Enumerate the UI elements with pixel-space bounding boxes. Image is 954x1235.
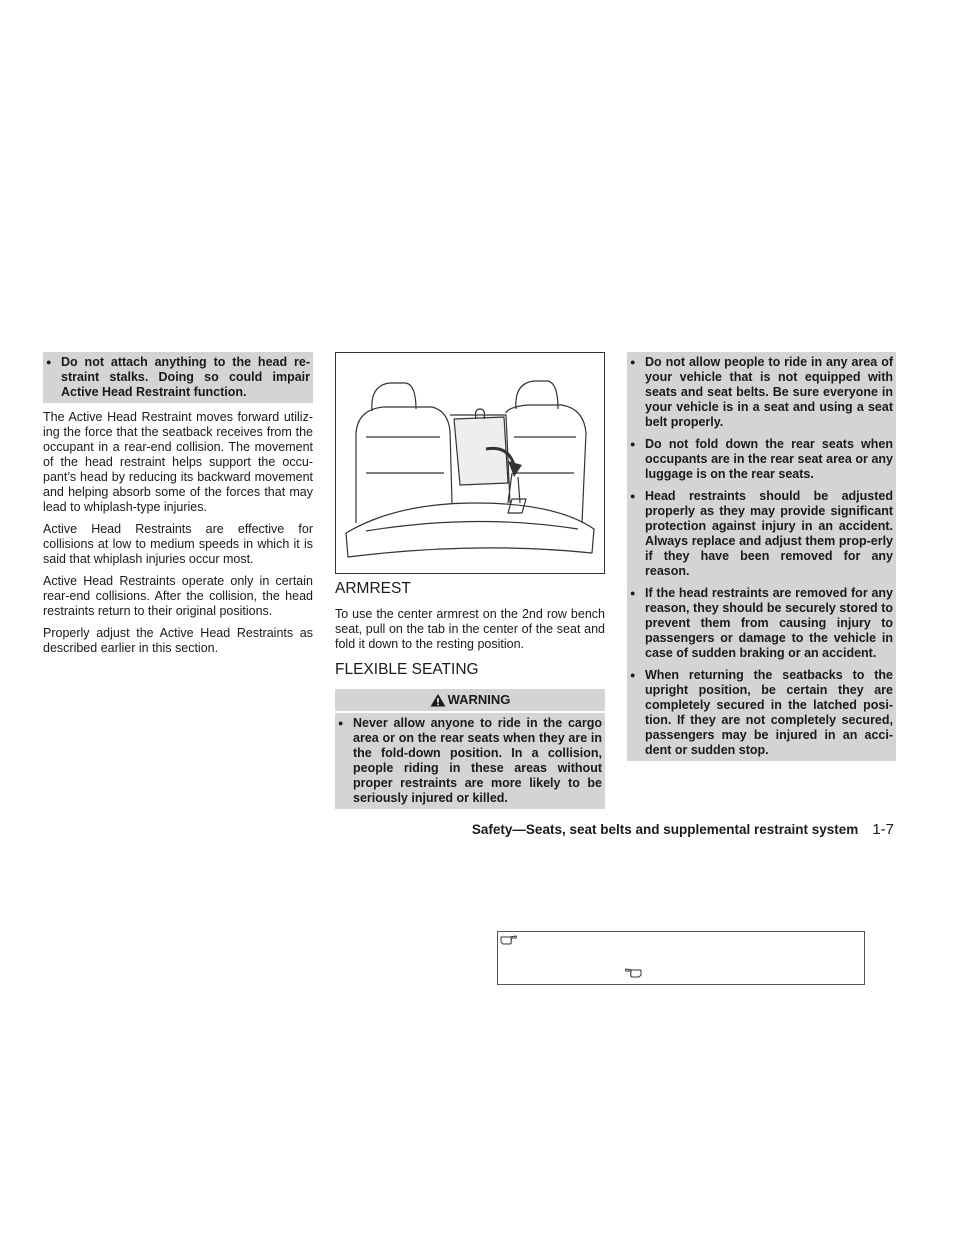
pointing-hand-icon xyxy=(500,934,518,946)
warning-bullet: ● Never allow anyone to ride in the cargo area or on the rear seats when they are in the fold-down position. In a collision, people riding in these areas without proper restraints are more likely to be seriously injured or killed. xyxy=(335,716,602,806)
page-footer xyxy=(472,821,894,838)
column-middle xyxy=(335,352,605,809)
body-paragraph: Active Head Restraints are effective for collisions at low to medium speeds in which it is said that whiplash injuries occur most. xyxy=(43,522,313,566)
section-heading-armrest: ARMREST xyxy=(335,580,411,597)
caution-bullet: ● Do not attach anything to the head re-straint stalks. Doing so could impair Active Head Restraint function. xyxy=(43,355,310,400)
rear-seat-illustration xyxy=(335,352,605,574)
footer-section-title: Safety—Seats, seat belts and supplemental restraint system xyxy=(471,822,859,837)
warning-body xyxy=(335,713,605,809)
reference-box xyxy=(497,931,865,985)
column-right-warning xyxy=(627,352,896,761)
armrest-paragraph: To use the center armrest on the 2nd row bench seat, pull on the tab in the center of the seat and fold it down to the resting position. xyxy=(335,607,605,651)
body-paragraph: Active Head Restraints operate only in certain rear-end collisions. After the collision, the head restraints return to their original positions. xyxy=(43,574,313,618)
warning-bullet: ● Do not allow people to ride in any area of your vehicle that is not equipped with seats and seat belts. Be sure everyone in your vehicle is in a seat and using a seat belt properly. xyxy=(627,355,893,430)
warning-box xyxy=(335,689,605,809)
section-heading-flexible-seating: FLEXIBLE SEATING xyxy=(335,661,479,678)
caution-box xyxy=(43,352,313,403)
body-paragraph: The Active Head Restraint moves forward utiliz-ing the force that the seatback receives from the occupant in a rear-end collision. The movement of the head restraint helps support the occu-pant’s head by reducing its backward movement and helping absorb some of the forces that may lead to whiplash-type injuries. xyxy=(43,410,313,514)
seat-drawing xyxy=(336,353,604,573)
warning-title-bar xyxy=(335,689,605,711)
page-number: 1-7 xyxy=(872,821,894,838)
warning-title: WARNING xyxy=(447,692,511,707)
warning-triangle-icon xyxy=(430,693,446,707)
warning-bullet: ● If the head restraints are removed for any reason, they should be securely stored to prevent them from causing injury to passengers or damage to the vehicle in case of sudden braking or an accident. xyxy=(627,586,893,661)
column-left xyxy=(43,352,313,663)
body-paragraph: Properly adjust the Active Head Restraints as described earlier in this section. xyxy=(43,626,313,655)
warning-bullet: ● When returning the seatbacks to the upright position, be certain they are completely secured in the latched posi-tion. If they are not completely secured, passengers may be injured in an acci-dent or sudden stop. xyxy=(627,668,893,758)
warning-bullet: ● Do not fold down the rear seats when occupants are in the rear seat area or any luggage is on the rear seats. xyxy=(627,437,893,482)
warning-bullet: ● Head restraints should be adjusted properly as they may provide significant protection against injury in an accident. Always replace and adjust them prop-erly if they have been removed for any reason. xyxy=(627,489,893,579)
pointing-hand-icon xyxy=(624,967,642,979)
